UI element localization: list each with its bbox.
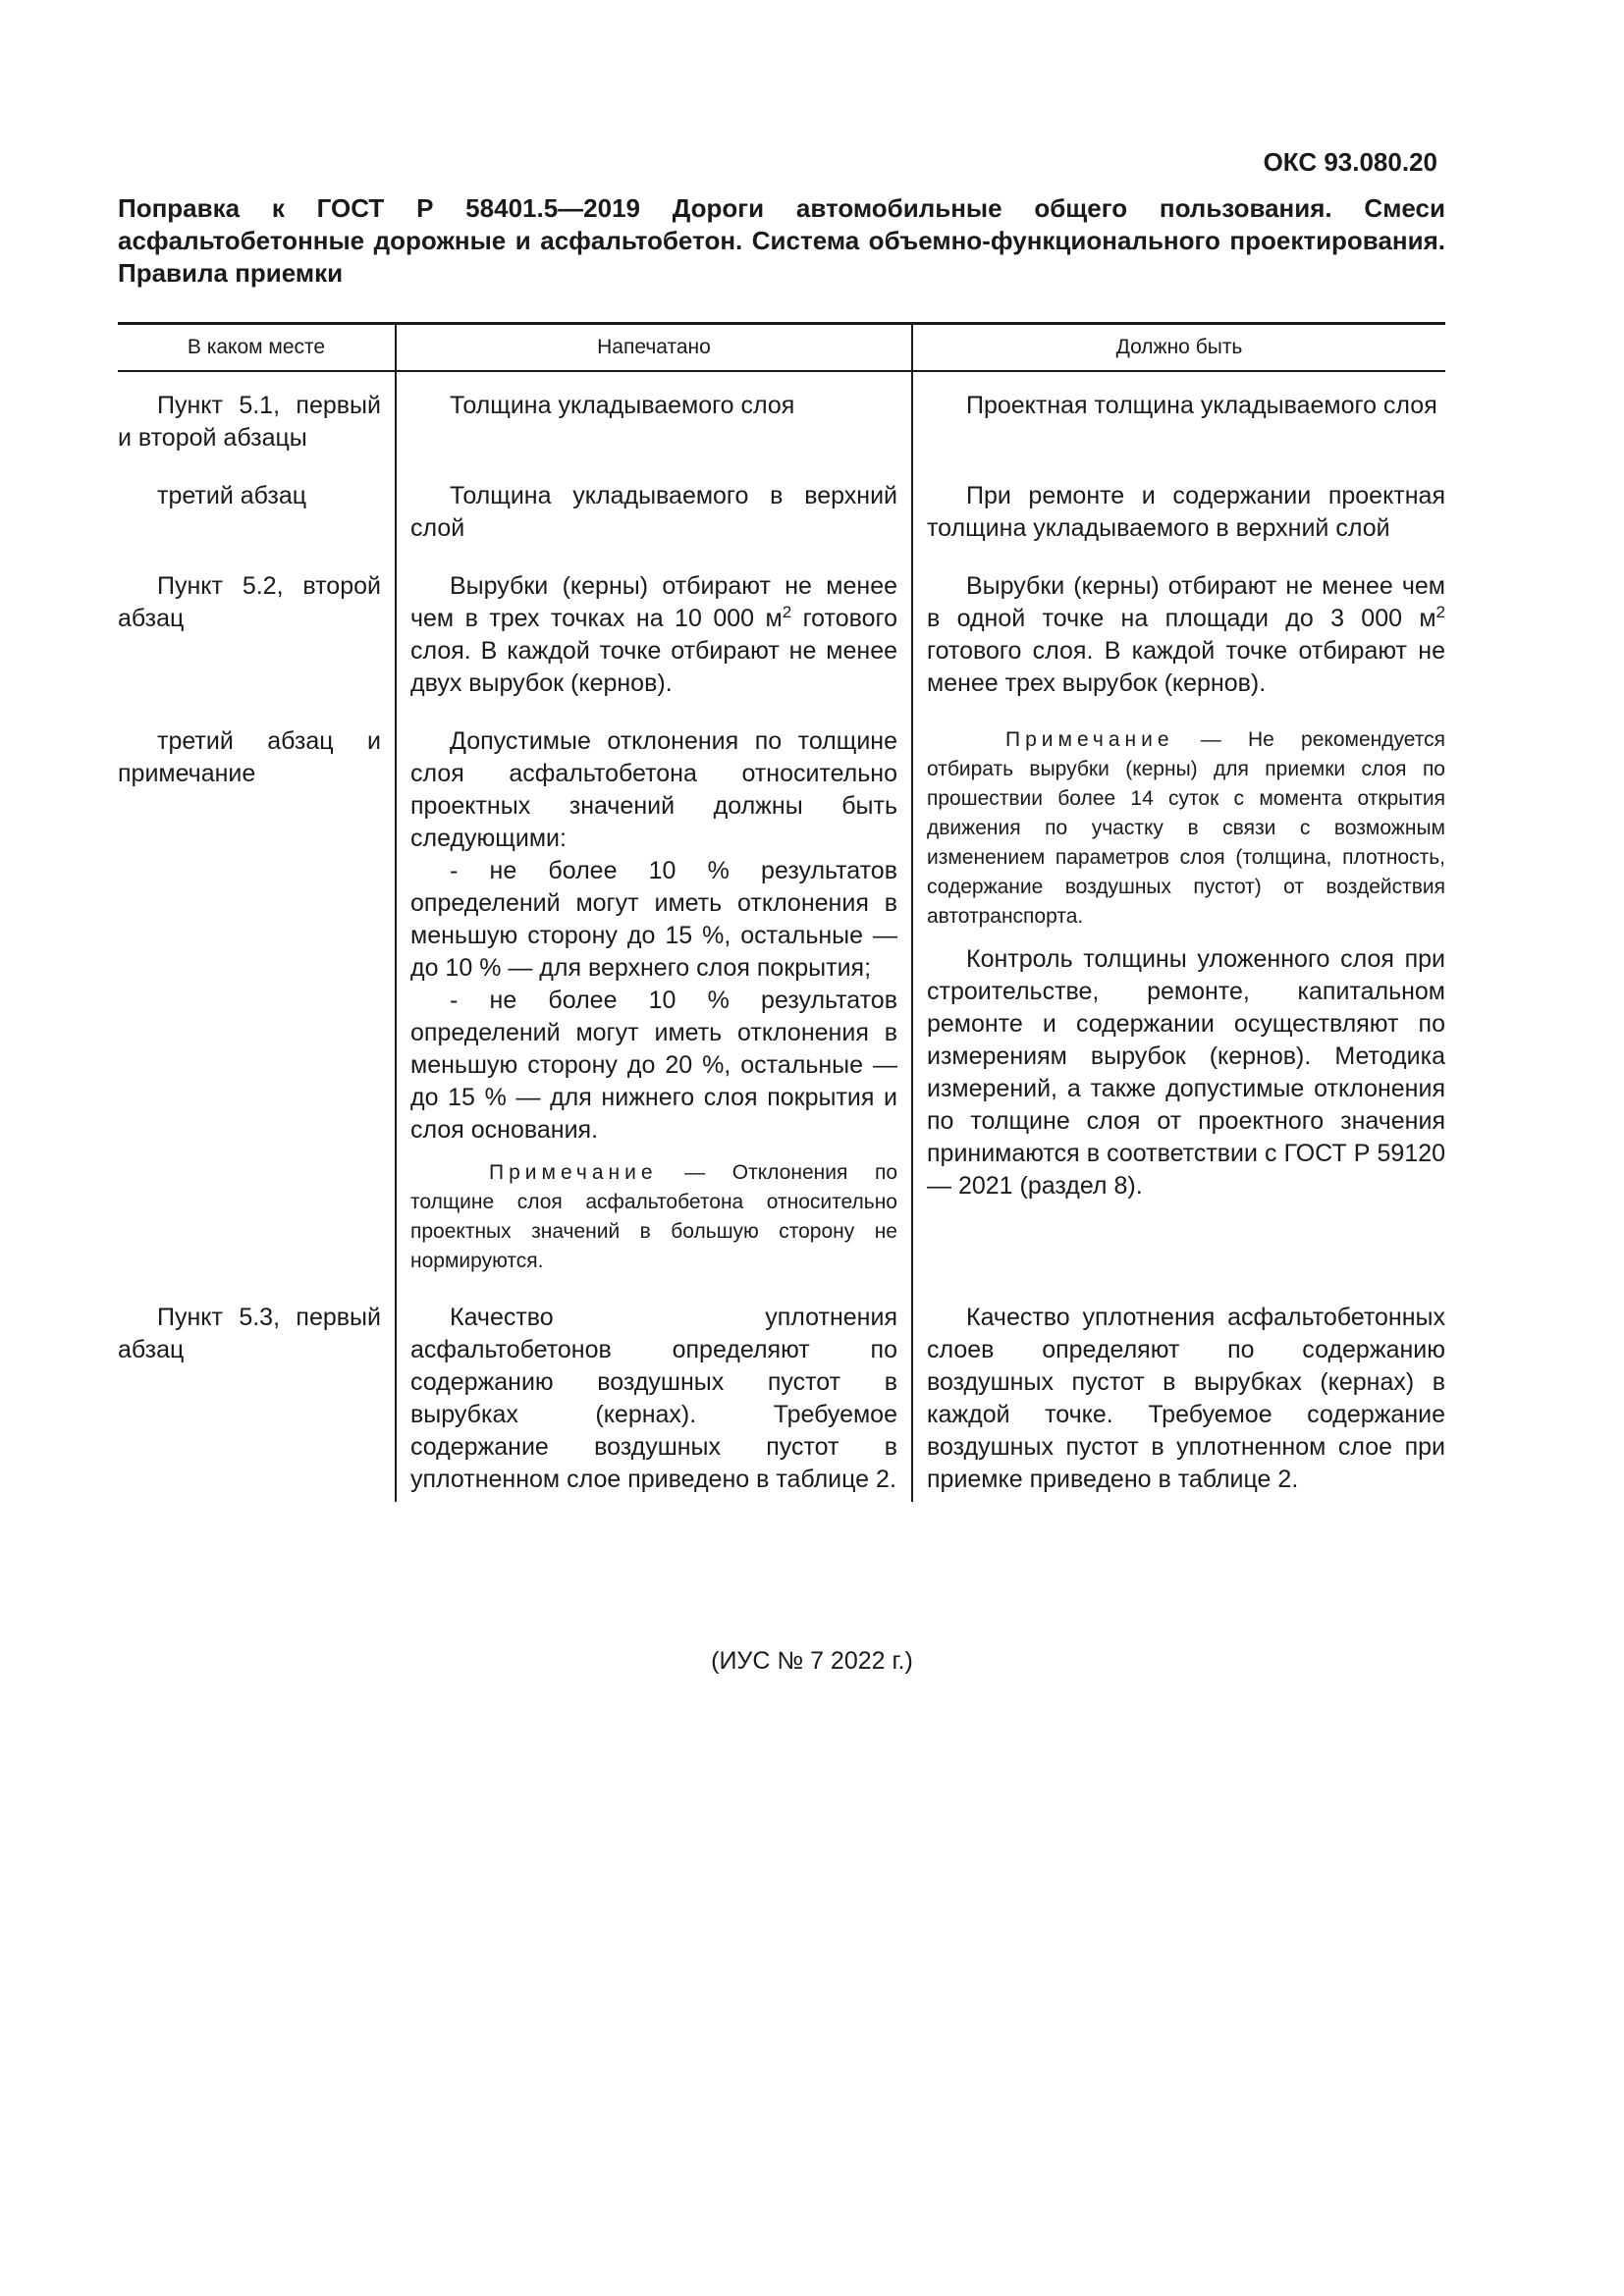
source-reference: (ИУС № 7 2022 г.) (711, 1647, 913, 1675)
correct-note: Примечание — Не рекомендуется отбирать вырубки (керны) для приемки слоя по прошествии более 14 суток с момента открытия движения по участку в связи с возможным изменением параметров слоя (толщина, плотность, содержание воздушных пустот) от воздействия автотранспорта. (927, 728, 1445, 928)
table-row (118, 476, 1445, 566)
cell-printed (396, 1298, 912, 1502)
cell-correct (912, 721, 1445, 1298)
cell-place (118, 566, 396, 721)
column-header-printed: Напечатано (396, 324, 912, 372)
cell-correct (912, 371, 1445, 476)
corrections-table (118, 322, 1445, 1502)
printed-list-item: - не более 10 % результатов определений могут иметь отклонения в меньшую сторону до 15 %, остальные — до 10 % — для верхнего слоя покрытия; (410, 857, 897, 982)
cell-printed (396, 566, 912, 721)
printed-note: Примечание — Отклонения по толщине слоя асфальтобетона относительно проектных значений в большую сторону не нормируются. (410, 1161, 897, 1272)
printed-text: Толщина укладываемого слоя (450, 392, 795, 419)
correct-text: Качество уплотнения асфальтобетонных слоев определяют по содержанию воздушных пустот в вырубках (кернах) в каждой точке. Требуемое содержание воздушных пустот в уплотненном слое при приемке приведено в таблице 2. (927, 1304, 1445, 1493)
table-row (118, 371, 1445, 476)
table-row (118, 1298, 1445, 1502)
cell-correct (912, 566, 1445, 721)
printed-text: Толщина укладываемого в верхний слой (410, 482, 897, 542)
printed-text: Качество уплотнения асфальтобетонов определяют по содержанию воздушных пустот в вырубках (кернах). Требуемое содержание воздушных пустот в уплотненном слое приведено в таблице 2. (410, 1304, 897, 1493)
cell-place (118, 721, 396, 1298)
place-text: Пункт 5.1, первый и второй абзацы (118, 392, 381, 452)
cell-printed (396, 721, 912, 1298)
correct-text: При ремонте и содержании проектная толщина укладываемого в верхний слой (927, 482, 1445, 542)
table-row (118, 721, 1445, 1298)
cell-place (118, 476, 396, 566)
cell-printed (396, 371, 912, 476)
printed-intro: Допустимые отклонения по толщине слоя асфальтобетона относительно проектных значений должны быть следующими: (410, 727, 897, 852)
correct-text: Контроль толщины уложенного слоя при строительстве, ремонте, капитальном ремонте и содержании осуществляют по измерениям вырубок (кернов). Методика измерений, а также допустимые отклонения по толщине слоя от проектного значения принимаются в соответствии с ГОСТ Р 59120 — 2021 (раздел 8). (927, 945, 1445, 1200)
cell-place (118, 1298, 396, 1502)
correct-text: Вырубки (керны) отбирают не менее чем в одной точке на площади до 3 000 $м^2$ готового слоя. В каждой точке отбирают не менее трех вырубок (кернов). (927, 572, 1445, 697)
printed-text: Вырубки (керны) отбирают не менее чем в трех точках на 10 000 $м^2$ готового слоя. В каждой точке отбирают не менее двух вырубок (кернов). (410, 572, 897, 697)
place-text: третий абзац и примечание (118, 727, 381, 787)
document-title: Поправка к ГОСТ Р 58401.5—2019 Дороги автомобильные общего пользования. Смеси асфальтобетонные дорожные и асфальтобетон. Система объемно-функционального проектирования. Правила приемки (118, 193, 1445, 288)
cell-correct (912, 1298, 1445, 1502)
printed-list-item: - не более 10 % результатов определений могут иметь отклонения в меньшую сторону до 20 %, остальные — до 15 % — для нижнего слоя покрытия и слоя основания. (410, 987, 897, 1144)
place-text: Пункт 5.3, первый абзац (118, 1304, 381, 1363)
table-header-row (118, 324, 1445, 372)
place-text: третий абзац (157, 482, 307, 509)
cell-printed (396, 476, 912, 566)
cell-place (118, 371, 396, 476)
column-header-correct: Должно быть (912, 324, 1445, 372)
column-header-place: В каком месте (118, 324, 396, 372)
classification-code: ОКС 93.080.20 (1263, 147, 1437, 177)
table-row (118, 566, 1445, 721)
place-text: Пункт 5.2, второй абзац (118, 572, 381, 632)
cell-correct (912, 476, 1445, 566)
correct-text: Проектная толщина укладываемого слоя (966, 392, 1437, 419)
